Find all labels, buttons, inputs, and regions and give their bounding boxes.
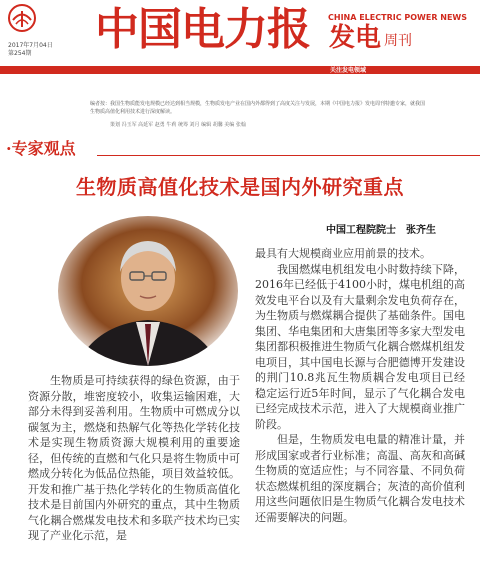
- paragraph: 但是，生物质发电电量的精准计量，并形成国家或者行业标准；高温、高灰和高碱生物质的宽适应性；与不同容量、不同负荷状态燃煤机组的深度耦合；灰渣的高价值利用这些问题依旧是生物质气化耦合发电技术还需要解决的问题。: [255, 433, 465, 524]
- section-label: ·专家观点: [6, 139, 76, 158]
- newspaper-title: 中国电力报: [95, 4, 310, 55]
- edition-suffix: 周刊: [384, 33, 412, 49]
- newspaper-english-title: CHINA ELECTRIC POWER NEWS: [328, 13, 468, 22]
- author-portrait: [56, 216, 240, 366]
- paragraph: 最具有大规模商业应用前景的技术。: [255, 247, 431, 260]
- editor-note: 编者按：我国生物质能发电规模已经达到相当规模，生物质发电产业在国内外都得到了高度关注与发展，本期《中国电力报》发电周刊特邀专家，就我国生物质高值化利用技术进行深度解读。: [90, 101, 426, 115]
- power-grid-logo-icon: [7, 3, 37, 33]
- article-body-left: 生物质是可持续获得的绿色资源，由于资源分散，堆密度较小，收集运输困难，大部分未得到妥善利用。生物质中可燃成分以碳氢为主，燃烧和热解气化等热化学转化技术是实现生物质资源大规模利用的重要途径，但传统的直燃和气化只是将生物质中可燃成分转化为低品位热能，项目效益较低。开发和推广基于热化学转化的生物质高值化技术是目前国内外研究的重点，其中生物质气化耦合燃煤发电技术和多联产技术均已实现了产业化示范，是: [28, 374, 240, 542]
- article-body-right: [255, 246, 465, 525]
- focus-label: 关注发电领域: [330, 67, 367, 74]
- edition-title: 发电: [329, 23, 382, 53]
- issue-date: 2017年7月04日: [8, 42, 53, 49]
- paragraph: 我国燃煤电机组发电小时数持续下降，2016年已经低于4100小时，煤电机组的高效发电平台以及有大量剩余发电负荷存在，为生物质与燃煤耦合提供了基础条件。国电集团、华电集团和大唐集团等多家大型发电集团都积极推进生物质气化耦合燃煤机组发电项目，其中国电长源与合肥德博开发建设的荆门10.8兆瓦生物质耦合发电项目已经稳定运行近5年时间，显示了气化耦合发电已经完成技术示范，进入了大规模商业推广阶段。: [255, 262, 465, 431]
- issue-number: 第254期: [8, 50, 32, 57]
- author-byline: 中国工程院院士 张齐生: [326, 225, 436, 236]
- section-divider: [97, 155, 480, 156]
- staff-credits: 策划 冯玉军 高延军 赵勇 牛莉 统筹 刘月 编辑 胡馨 美编 张翰: [110, 122, 246, 128]
- masthead-red-bar: [0, 66, 480, 74]
- article-headline: 生物质高值化技术是国内外研究重点: [76, 175, 404, 199]
